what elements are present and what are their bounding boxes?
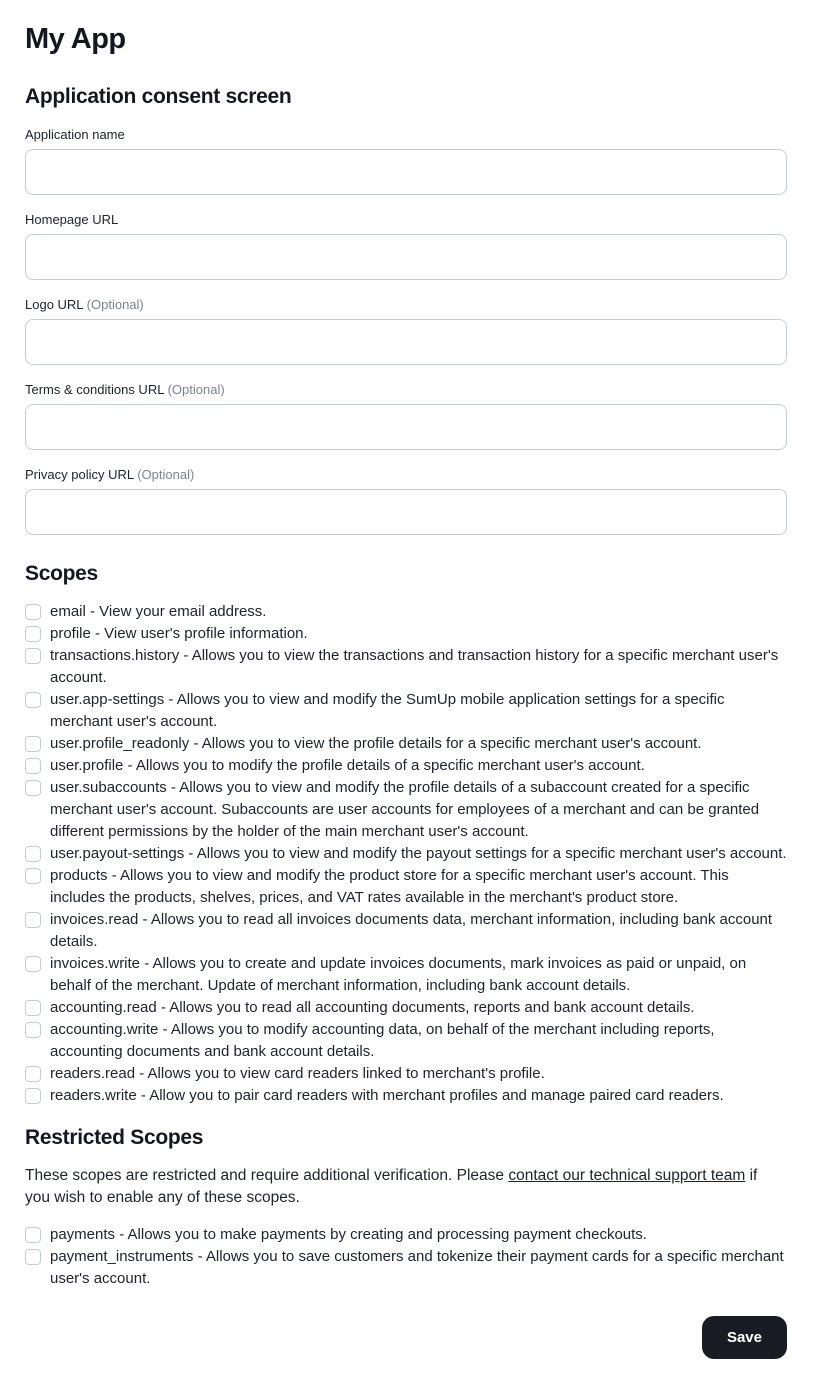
terms-conditions-url-input[interactable] (25, 404, 787, 450)
scope-label-user-app-settings: user.app-settings - Allows you to view and modify the SumUp mobile application settings for a specific merchant user's account. (50, 691, 725, 730)
scope-checkbox-profile[interactable] (25, 626, 41, 642)
consent-form (25, 127, 787, 535)
scope-label-user-profile: user.profile - Allows you to modify the profile details of a specific merchant user's account. (50, 757, 645, 774)
scopes-section-title: Scopes (25, 562, 98, 585)
privacy-policy-url-input[interactable] (25, 489, 787, 535)
scope-row-invoices-write (25, 953, 787, 997)
restricted-scope-label-payments: payments - Allows you to make payments by creating and processing payment checkouts. (50, 1226, 647, 1243)
optional-hint: (Optional) (163, 382, 225, 397)
scope-checkbox-transactions-history[interactable] (25, 648, 41, 664)
homepage-url-label: Homepage URL (25, 212, 119, 227)
scope-row-readers-read (25, 1063, 787, 1085)
scope-label-accounting-write: accounting.write - Allows you to modify accounting data, on behalf of the merchant including reports, accounting documents and bank account details. (50, 1021, 715, 1060)
logo-url-field-group (25, 297, 787, 365)
scope-checkbox-user-subaccounts[interactable] (25, 780, 41, 796)
scope-label-user-subaccounts: user.subaccounts - Allows you to view and modify the profile details of a subaccount created for a specific merchant user's account. Subaccounts are user accounts for employees of a merchant and can be granted different permissions by the holder of the main merchant user's account. (50, 779, 760, 840)
scope-label-invoices-write: invoices.write - Allows you to create and update invoices documents, mark invoices as paid or unpaid, on behalf of the merchant. Update of merchant information, including bank account details. (50, 955, 747, 994)
scope-row-profile (25, 623, 787, 645)
scope-row-user-profile-readonly (25, 733, 787, 755)
terms-conditions-url-label: Terms & conditions URL (Optional) (25, 382, 225, 397)
form-actions (25, 1316, 787, 1359)
scope-row-user-profile (25, 755, 787, 777)
scope-label-products: products - Allows you to view and modify the product store for a specific merchant user's account. This includes the products, shelves, prices, and VAT rates available in the merchant's product store. (50, 867, 729, 906)
scope-row-user-subaccounts (25, 777, 787, 843)
scope-row-user-payout-settings (25, 843, 787, 865)
scope-label-email: email - View your email address. (50, 603, 267, 620)
application-name-input[interactable] (25, 149, 787, 195)
scope-checkbox-readers-read[interactable] (25, 1066, 41, 1082)
support-link[interactable]: contact our technical support team (508, 1167, 746, 1184)
logo-url-label: Logo URL (Optional) (25, 297, 144, 312)
scope-checkbox-invoices-read[interactable] (25, 912, 41, 928)
scope-checkbox-user-payout-settings[interactable] (25, 846, 41, 862)
scope-checkbox-user-profile[interactable] (25, 758, 41, 774)
page-title: My App (25, 23, 126, 55)
restricted-scope-checkbox-payment-instruments[interactable] (25, 1249, 41, 1265)
scope-checkbox-accounting-read[interactable] (25, 1000, 41, 1016)
scope-row-invoices-read (25, 909, 787, 953)
scope-checkbox-user-app-settings[interactable] (25, 692, 41, 708)
scope-checkbox-user-profile-readonly[interactable] (25, 736, 41, 752)
restricted-scope-label-payment-instruments: payment_instruments - Allows you to save customers and tokenize their payment cards for a specific merchant user's account. (50, 1248, 784, 1287)
scope-row-user-app-settings (25, 689, 787, 733)
save-button[interactable]: Save (702, 1316, 787, 1359)
privacy-policy-url-label: Privacy policy URL (Optional) (25, 467, 195, 482)
scope-row-transactions-history (25, 645, 787, 689)
scope-checkbox-accounting-write[interactable] (25, 1022, 41, 1038)
scope-label-readers-read: readers.read - Allows you to view card readers linked to merchant's profile. (50, 1065, 545, 1082)
restricted-section-title: Restricted Scopes (25, 1126, 204, 1149)
restricted-scopes-list (25, 1224, 787, 1290)
restricted-note-text-before: These scopes are restricted and require additional verification. Please (25, 1167, 509, 1184)
terms-conditions-url-field-group (25, 382, 787, 450)
scope-row-accounting-write (25, 1019, 787, 1063)
scope-label-invoices-read: invoices.read - Allows you to read all invoices documents data, merchant information, including bank account details. (50, 911, 773, 950)
scopes-list (25, 601, 787, 1107)
homepage-url-field-group (25, 212, 787, 280)
optional-hint: (Optional) (133, 467, 195, 482)
scope-label-profile: profile - View user's profile information. (50, 625, 308, 642)
application-name-label: Application name (25, 127, 125, 142)
scope-checkbox-products[interactable] (25, 868, 41, 884)
privacy-policy-url-field-group (25, 467, 787, 535)
scope-row-products (25, 865, 787, 909)
restricted-scope-checkbox-payments[interactable] (25, 1227, 41, 1243)
scope-checkbox-invoices-write[interactable] (25, 956, 41, 972)
optional-hint: (Optional) (83, 297, 144, 312)
homepage-url-input[interactable] (25, 234, 787, 280)
restricted-note-text-after: if you wish to enable any of these scopes. (25, 1167, 758, 1206)
scope-row-readers-write (25, 1085, 787, 1107)
consent-section-title: Application consent screen (25, 85, 292, 108)
scope-checkbox-readers-write[interactable] (25, 1088, 41, 1104)
scope-label-user-payout-settings: user.payout-settings - Allows you to view and modify the payout settings for a specific merchant user's account. (50, 845, 787, 862)
scope-label-readers-write: readers.write - Allow you to pair card readers with merchant profiles and manage paired card readers. (50, 1087, 724, 1104)
scope-label-transactions-history: transactions.history - Allows you to view the transactions and transaction history for a specific merchant user's account. (50, 647, 779, 686)
restricted-scope-row-payment-instruments (25, 1246, 787, 1290)
scope-row-email (25, 601, 787, 623)
scope-row-accounting-read (25, 997, 787, 1019)
restricted-scope-row-payments (25, 1224, 787, 1246)
scope-checkbox-email[interactable] (25, 604, 41, 620)
scope-label-user-profile-readonly: user.profile_readonly - Allows you to view the profile details for a specific merchant user's account. (50, 735, 702, 752)
restricted-note (25, 1165, 773, 1209)
scope-label-accounting-read: accounting.read - Allows you to read all accounting documents, reports and bank account details. (50, 999, 695, 1016)
application-name-field-group (25, 127, 787, 195)
logo-url-input[interactable] (25, 319, 787, 365)
